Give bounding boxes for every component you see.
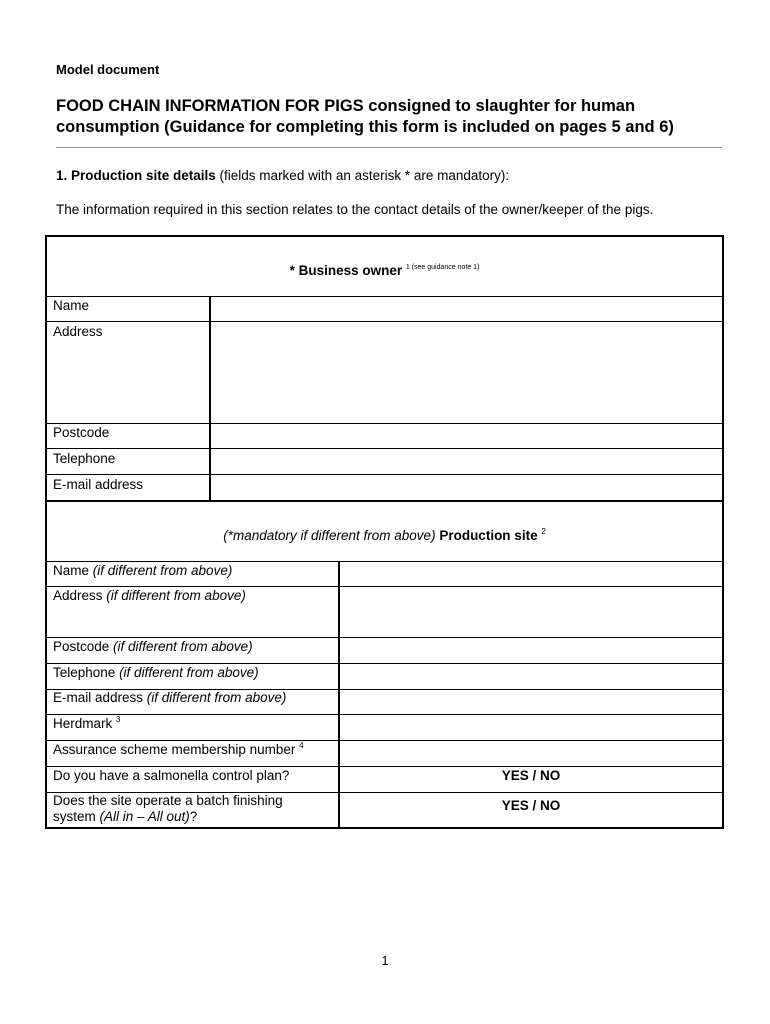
site-address-qualifier: (if different from above) [106, 588, 246, 603]
guidance-note-3: 3 [116, 715, 121, 724]
section-intro: The information required in this section relates to the contact details of the owner/keeper of the pigs. [56, 202, 654, 217]
owner-postcode-field[interactable] [211, 424, 722, 448]
site-postcode-qualifier: (if different from above) [113, 639, 253, 654]
site-address-label-text: Address [53, 588, 107, 603]
batch-finishing-line-1: Does the site operate a batch finishing [53, 793, 283, 808]
owner-email-field[interactable] [211, 475, 722, 500]
site-email-qualifier: (if different from above) [146, 690, 287, 705]
section-heading-bold: 1. Production site details [56, 168, 216, 183]
section-divider [47, 500, 722, 502]
business-owner-heading [47, 263, 722, 278]
site-telephone-label [53, 665, 259, 680]
herdmark-field[interactable] [340, 715, 722, 740]
site-telephone-field[interactable] [340, 664, 722, 689]
owner-name-label: Name [53, 298, 90, 313]
site-email-label-text: E-mail address [53, 690, 147, 705]
herdmark-label [53, 716, 120, 731]
batch-system-text: system [53, 809, 100, 824]
title-divider [56, 147, 722, 148]
site-email-label [53, 690, 286, 705]
title-line-1: FOOD CHAIN INFORMATION FOR PIGS consigned to slaughter for human [56, 97, 636, 115]
site-name-label [53, 563, 232, 578]
production-site-heading [47, 528, 722, 543]
site-postcode-label [53, 639, 253, 654]
page-title [56, 96, 726, 138]
batch-finishing-label [53, 793, 283, 825]
salmonella-label: Do you have a salmonella control plan? [53, 768, 290, 783]
guidance-note-4: 4 [299, 741, 304, 750]
owner-name-field[interactable] [211, 297, 722, 321]
salmonella-yes-no[interactable]: YES / NO [501, 768, 561, 783]
production-site-heading-bold: Production site [435, 528, 542, 543]
herdmark-label-text: Herdmark [53, 716, 117, 731]
site-address-label [53, 588, 246, 603]
model-document-label: Model document [56, 62, 160, 77]
site-address-field[interactable] [340, 587, 722, 637]
owner-telephone-label: Telephone [53, 451, 116, 466]
site-name-label-text: Name [53, 563, 93, 578]
site-telephone-label-text: Telephone [53, 665, 120, 680]
owner-telephone-field[interactable] [211, 449, 722, 474]
production-site-heading-italic: (*mandatory if different from above) [223, 528, 436, 543]
site-postcode-label-text: Postcode [53, 639, 114, 654]
assurance-label [53, 742, 304, 757]
assurance-label-text: Assurance scheme membership number [53, 742, 300, 757]
assurance-field[interactable] [340, 741, 722, 766]
production-site-form [45, 235, 724, 829]
owner-email-label: E-mail address [53, 477, 144, 492]
owner-address-label: Address [53, 324, 103, 339]
page-number: 1 [381, 953, 389, 968]
guidance-note-1: 1 (see guidance note 1) [405, 264, 480, 271]
section-heading [56, 168, 509, 183]
batch-finishing-yes-no[interactable]: YES / NO [501, 798, 561, 813]
guidance-note-2: 2 [541, 527, 546, 536]
site-postcode-field[interactable] [340, 638, 722, 663]
divider [47, 766, 722, 767]
batch-question-mark: ? [189, 809, 198, 824]
batch-all-in-out: (All in – All out) [99, 809, 190, 824]
owner-postcode-label: Postcode [53, 425, 110, 440]
business-owner-heading-text: * Business owner [289, 263, 406, 278]
site-email-field[interactable] [340, 690, 722, 714]
site-name-field[interactable] [340, 562, 722, 586]
title-line-2: consumption (Guidance for completing this form is included on pages 5 and 6) [56, 118, 674, 136]
site-name-qualifier: (if different from above) [92, 563, 233, 578]
owner-address-field[interactable] [211, 322, 722, 423]
batch-finishing-line-2 [53, 809, 283, 825]
site-telephone-qualifier: (if different from above) [119, 665, 259, 680]
section-heading-rest: (fields marked with an asterisk * are mandatory): [215, 168, 510, 183]
